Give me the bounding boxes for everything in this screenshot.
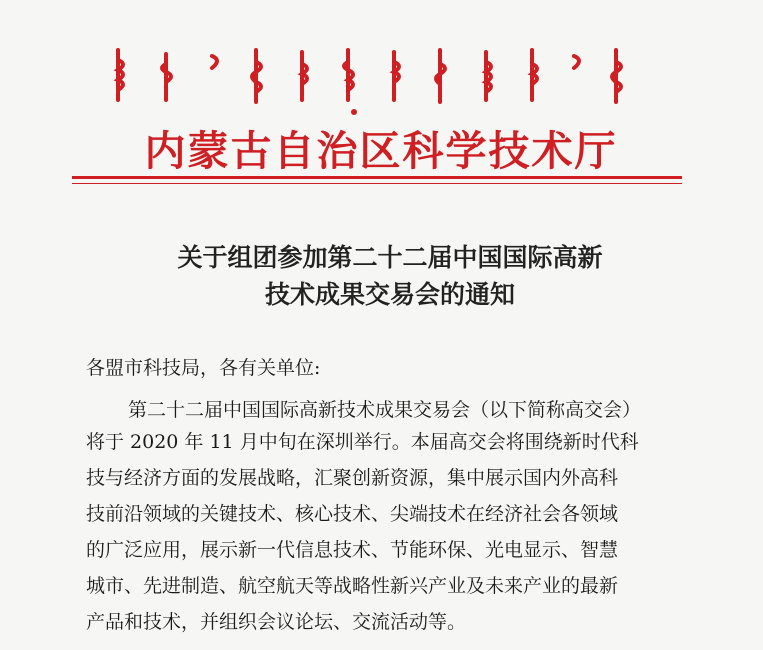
paragraph-line: 产品和技术，并组织会议论坛、交流活动等。 xyxy=(86,611,467,633)
letterhead-divider-thin xyxy=(72,183,682,184)
document-title-line-2: 技术成果交易会的通知 xyxy=(264,280,515,309)
paragraph-line: 第二十二届中国国际高新技术成果交易会（以下简称高交会） xyxy=(128,399,642,421)
paragraph-line: 将于 2020 年 11 月中旬在深圳举行。本届高交会将围绕新时代科 xyxy=(86,431,639,453)
paragraph-line: 技前沿领域的关键技术、核心技术、尖端技术在经济社会各领域 xyxy=(86,503,619,525)
mongolian-script-letterhead xyxy=(96,40,656,120)
letterhead-divider xyxy=(72,176,682,179)
paragraph-line: 技与经济方面的发展战略，汇聚创新资源，集中展示国内外高科 xyxy=(86,467,619,489)
agency-letterhead-title: 内蒙古自治区科学技术厅 xyxy=(144,127,618,175)
salutation: 各盟市科技局，各有关单位: xyxy=(86,357,321,379)
paragraph-line: 的广泛应用，展示新一代信息技术、节能环保、光电显示、智慧 xyxy=(86,539,619,561)
paragraph-line: 城市、先进制造、航空航天等战略性新兴产业及未来产业的最新 xyxy=(86,575,619,597)
document-title-line-1: 关于组团参加第二十二届中国国际高新 xyxy=(177,243,603,272)
